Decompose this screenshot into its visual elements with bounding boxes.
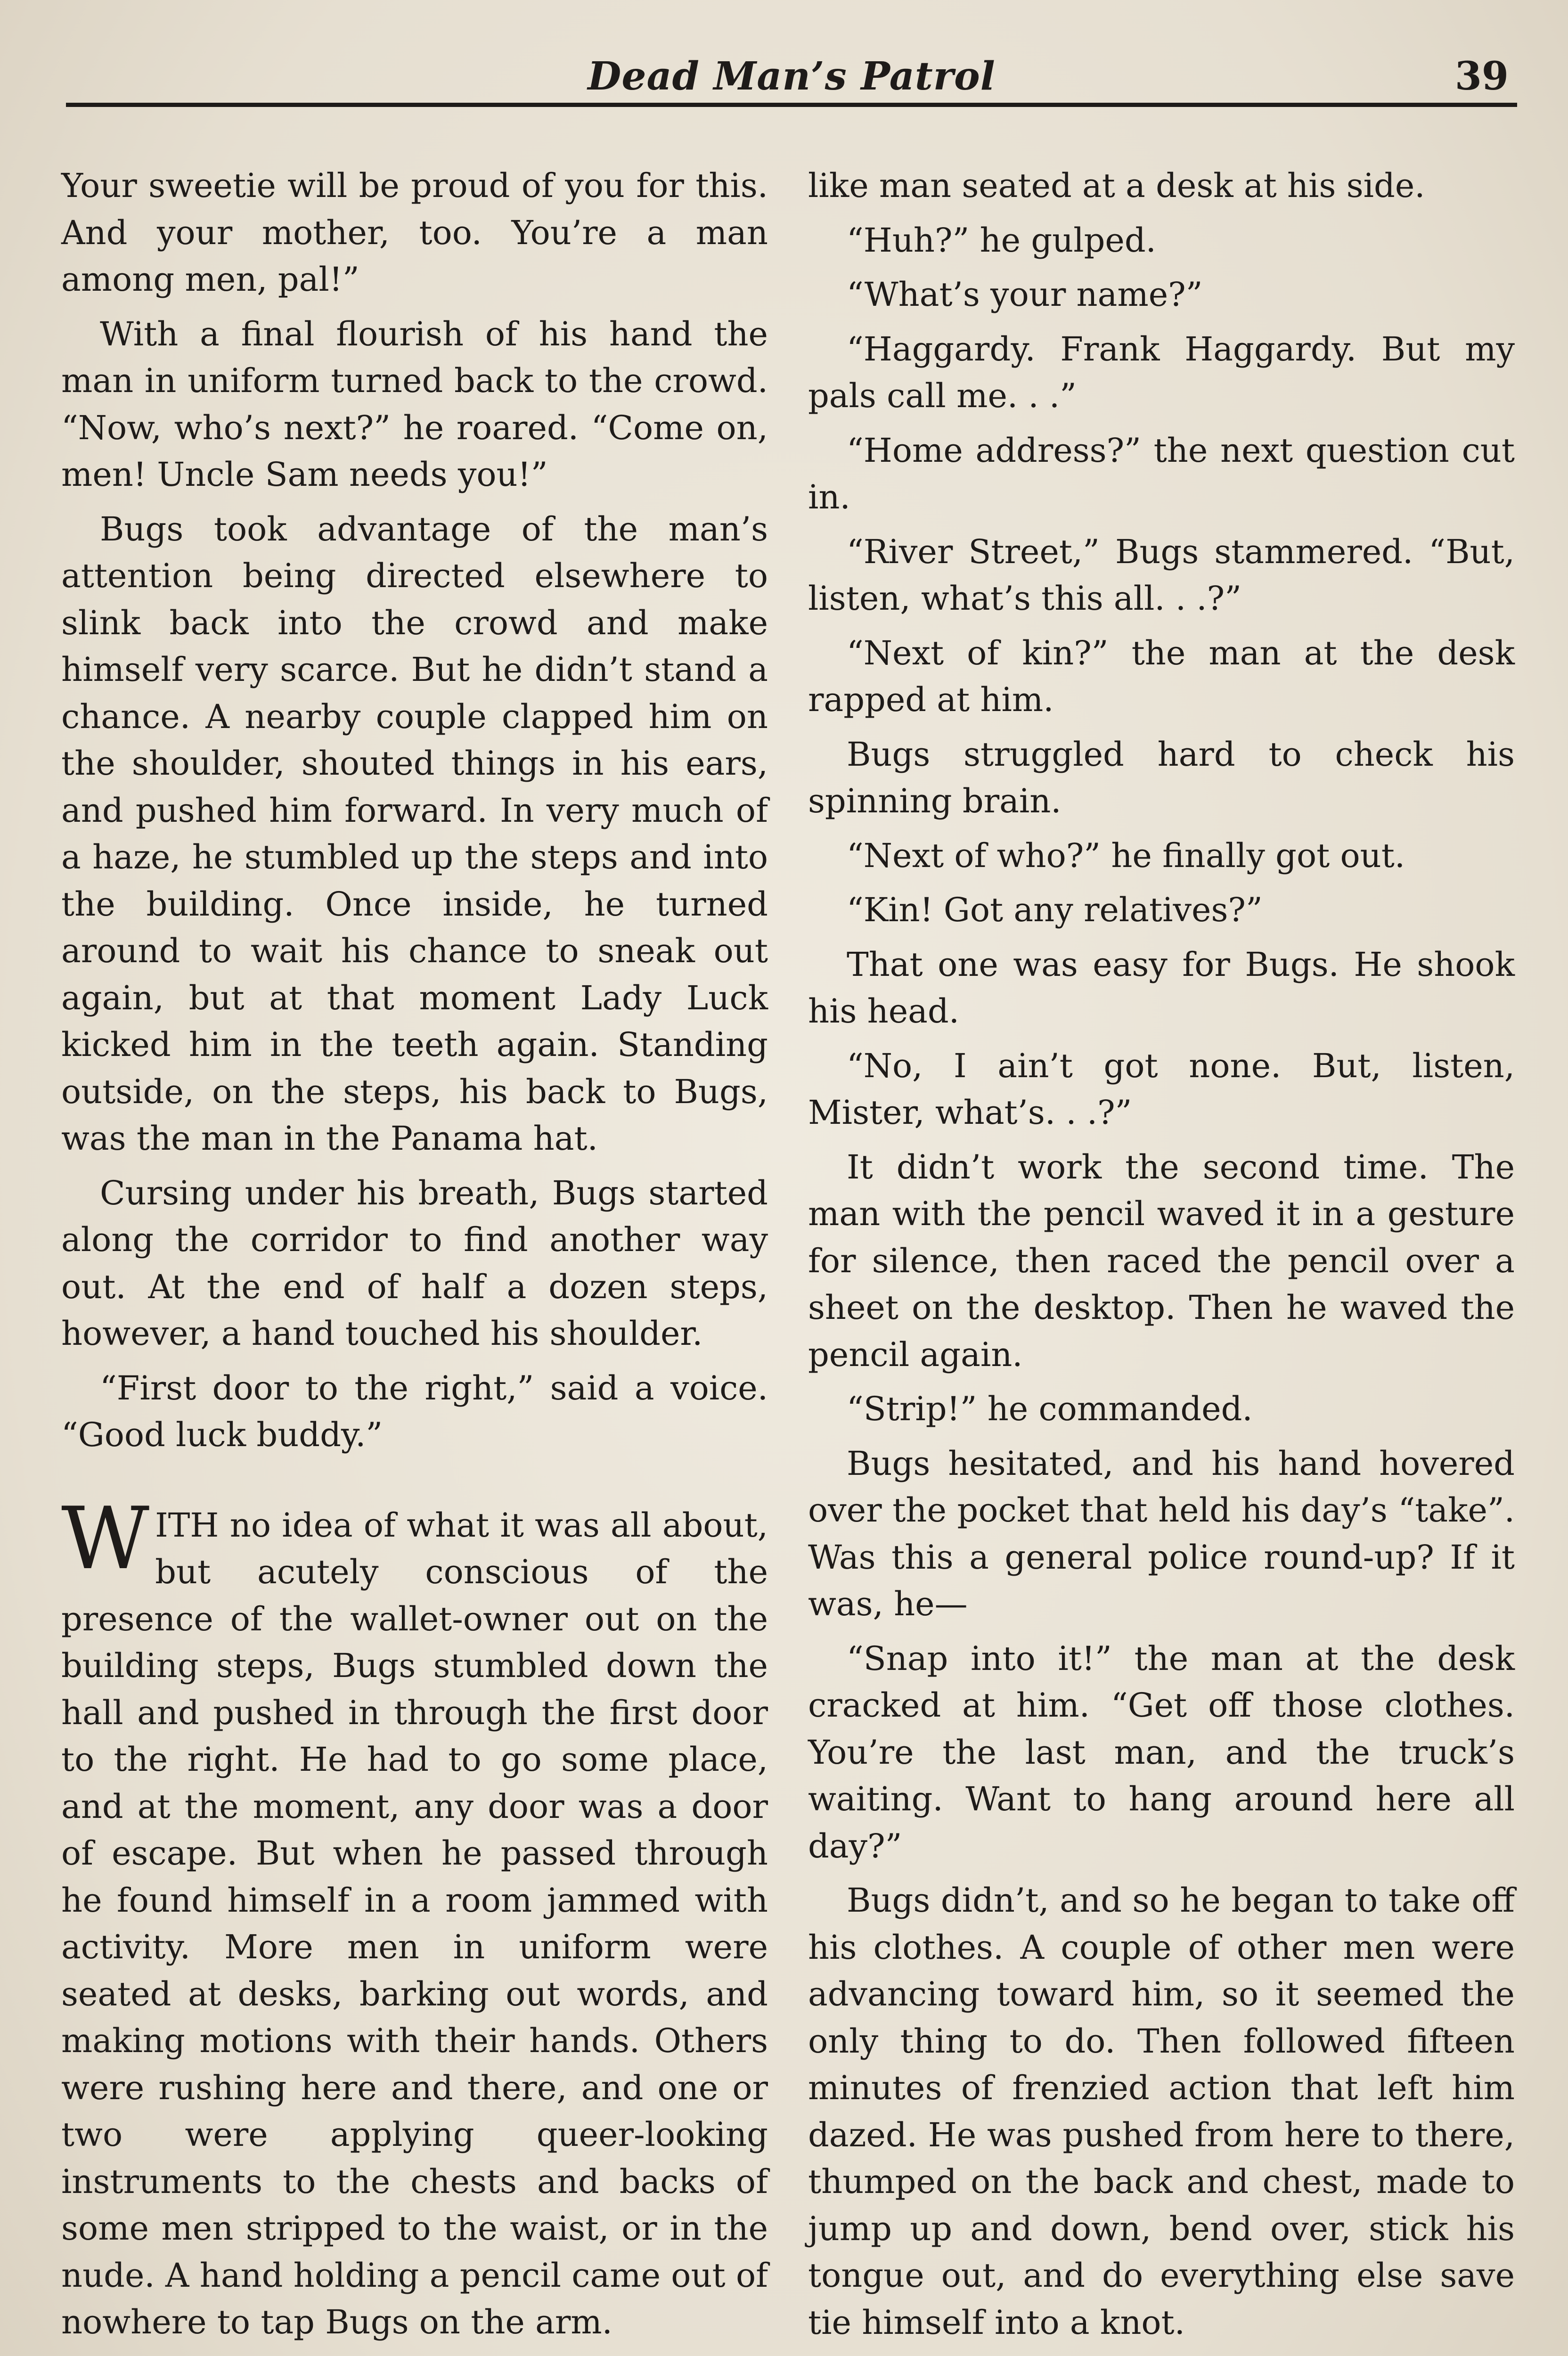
paragraph: “Next of kin?” the man at the desk rapped at him. [808, 633, 1515, 719]
header-rule [66, 103, 1517, 107]
running-head [66, 47, 1517, 108]
paragraph: “First door to the right,” said a voice. “Good luck buddy.” [61, 1368, 768, 1454]
paragraph: “What’s your name?” [847, 275, 1203, 314]
paragraph: “Strip!” he commanded. [847, 1390, 1253, 1428]
section-opening-paragraph [61, 1488, 768, 2346]
paragraph: Bugs hesitated, and his hand hovered over the pocket that held his day’s “take”. Was this a general police round-up? If it was, he— [808, 1444, 1515, 1623]
paragraph: That one was easy for Bugs. He shook his head. [808, 945, 1515, 1031]
section-opening-text: ITH no idea of what it was all about, but acutely conscious of the presence of the wallet-owner out on the building steps, Bugs stumbled down the hall and pushed in through the first door to the right. He had to go some place, and at the moment, any door was a door of escape. But when he passed through he found himself in a room jammed with activity. More men in uniform were seated at desks, barking out words, and making motions with their hands. Others were rushing here and there, and one or two were applying queer-looking instruments to the chests and backs of some men stripped to the waist, or in the nude. A hand holding a pencil came out of nowhere to tap Bugs on the arm. [61, 1505, 768, 2341]
paragraph: “Next of who?” he finally got out. [847, 836, 1405, 875]
paragraph [61, 2354, 768, 2356]
paragraph: Bugs didn’t, and so he began to take off his clothes. A couple of other men were advancing toward him, so it seemed the only thing to do. Then followed fifteen minutes of frenzied action that left him dazed. He was pushed from here to there, thumped on the back and chest, made to jump up and down, bend over, stick his tongue out, and do everything else save tie himself into a knot. [808, 1881, 1515, 2342]
paragraph: “River Street,” Bugs stammered. “But, listen, what’s this all. . .?” [808, 532, 1515, 618]
right-column [808, 163, 1515, 2356]
paragraph: It didn’t work the second time. The man with the pencil waved it in a gesture for silence, then raced the pencil over a sheet on the desktop. Then he waved the pencil again. [808, 1147, 1515, 1374]
drop-cap: W [61, 1488, 150, 1588]
paragraph [808, 2354, 1515, 2356]
paragraph: With a final flourish of his hand the man in uniform turned back to the crowd. “Now, who’s next?” he roared. “Come on, men! Uncle Sam needs you!” [61, 314, 768, 494]
paragraph: Cursing under his breath, Bugs started along the corridor to find another way out. At the end of half a dozen steps, however, a hand touched his shoulder. [61, 1173, 768, 1353]
paragraph: “No, I ain’t got none. But, listen, Mister, what’s. . .?” [808, 1046, 1515, 1132]
paragraph: Bugs took advantage of the man’s attention being directed elsewhere to slink back into the crowd and make himself very scarce. But he didn’t stand a chance. A nearby couple clapped him on the shoulder, shouted things in his ears, and pushed him forward. In very much of a haze, he stumbled up the steps and into the building. Once inside, he turned around to wait his chance to sneak out again, but at that moment Lady Luck kicked him in the teeth again. Standing outside, on the steps, his back to Bugs, was the man in the Panama hat. [61, 509, 768, 1158]
paragraph: “Haggardy. Frank Haggardy. But my pals call me. . .” [808, 329, 1515, 415]
paragraph: like man seated at a desk at his side. [808, 166, 1425, 205]
running-title: Dead Man’s Patrol [588, 54, 996, 99]
paragraph: “Huh?” he gulped. [847, 221, 1156, 260]
paragraph: “Snap into it!” the man at the desk cracked at him. “Get off those clothes. You’re the last man, and the truck’s waiting. Want to hang around here all day?” [808, 1639, 1515, 1865]
paragraph: Your sweetie will be proud of you for this. And your mother, too. You’re a man among men, pal!” [61, 166, 768, 299]
paragraph: Bugs struggled hard to check his spinning brain. [808, 735, 1515, 820]
page-number: 39 [1454, 54, 1509, 99]
left-column [61, 163, 768, 2356]
paragraph: “Kin! Got any relatives?” [847, 891, 1263, 929]
paragraph: “Home address?” the next question cut in. [808, 431, 1515, 516]
